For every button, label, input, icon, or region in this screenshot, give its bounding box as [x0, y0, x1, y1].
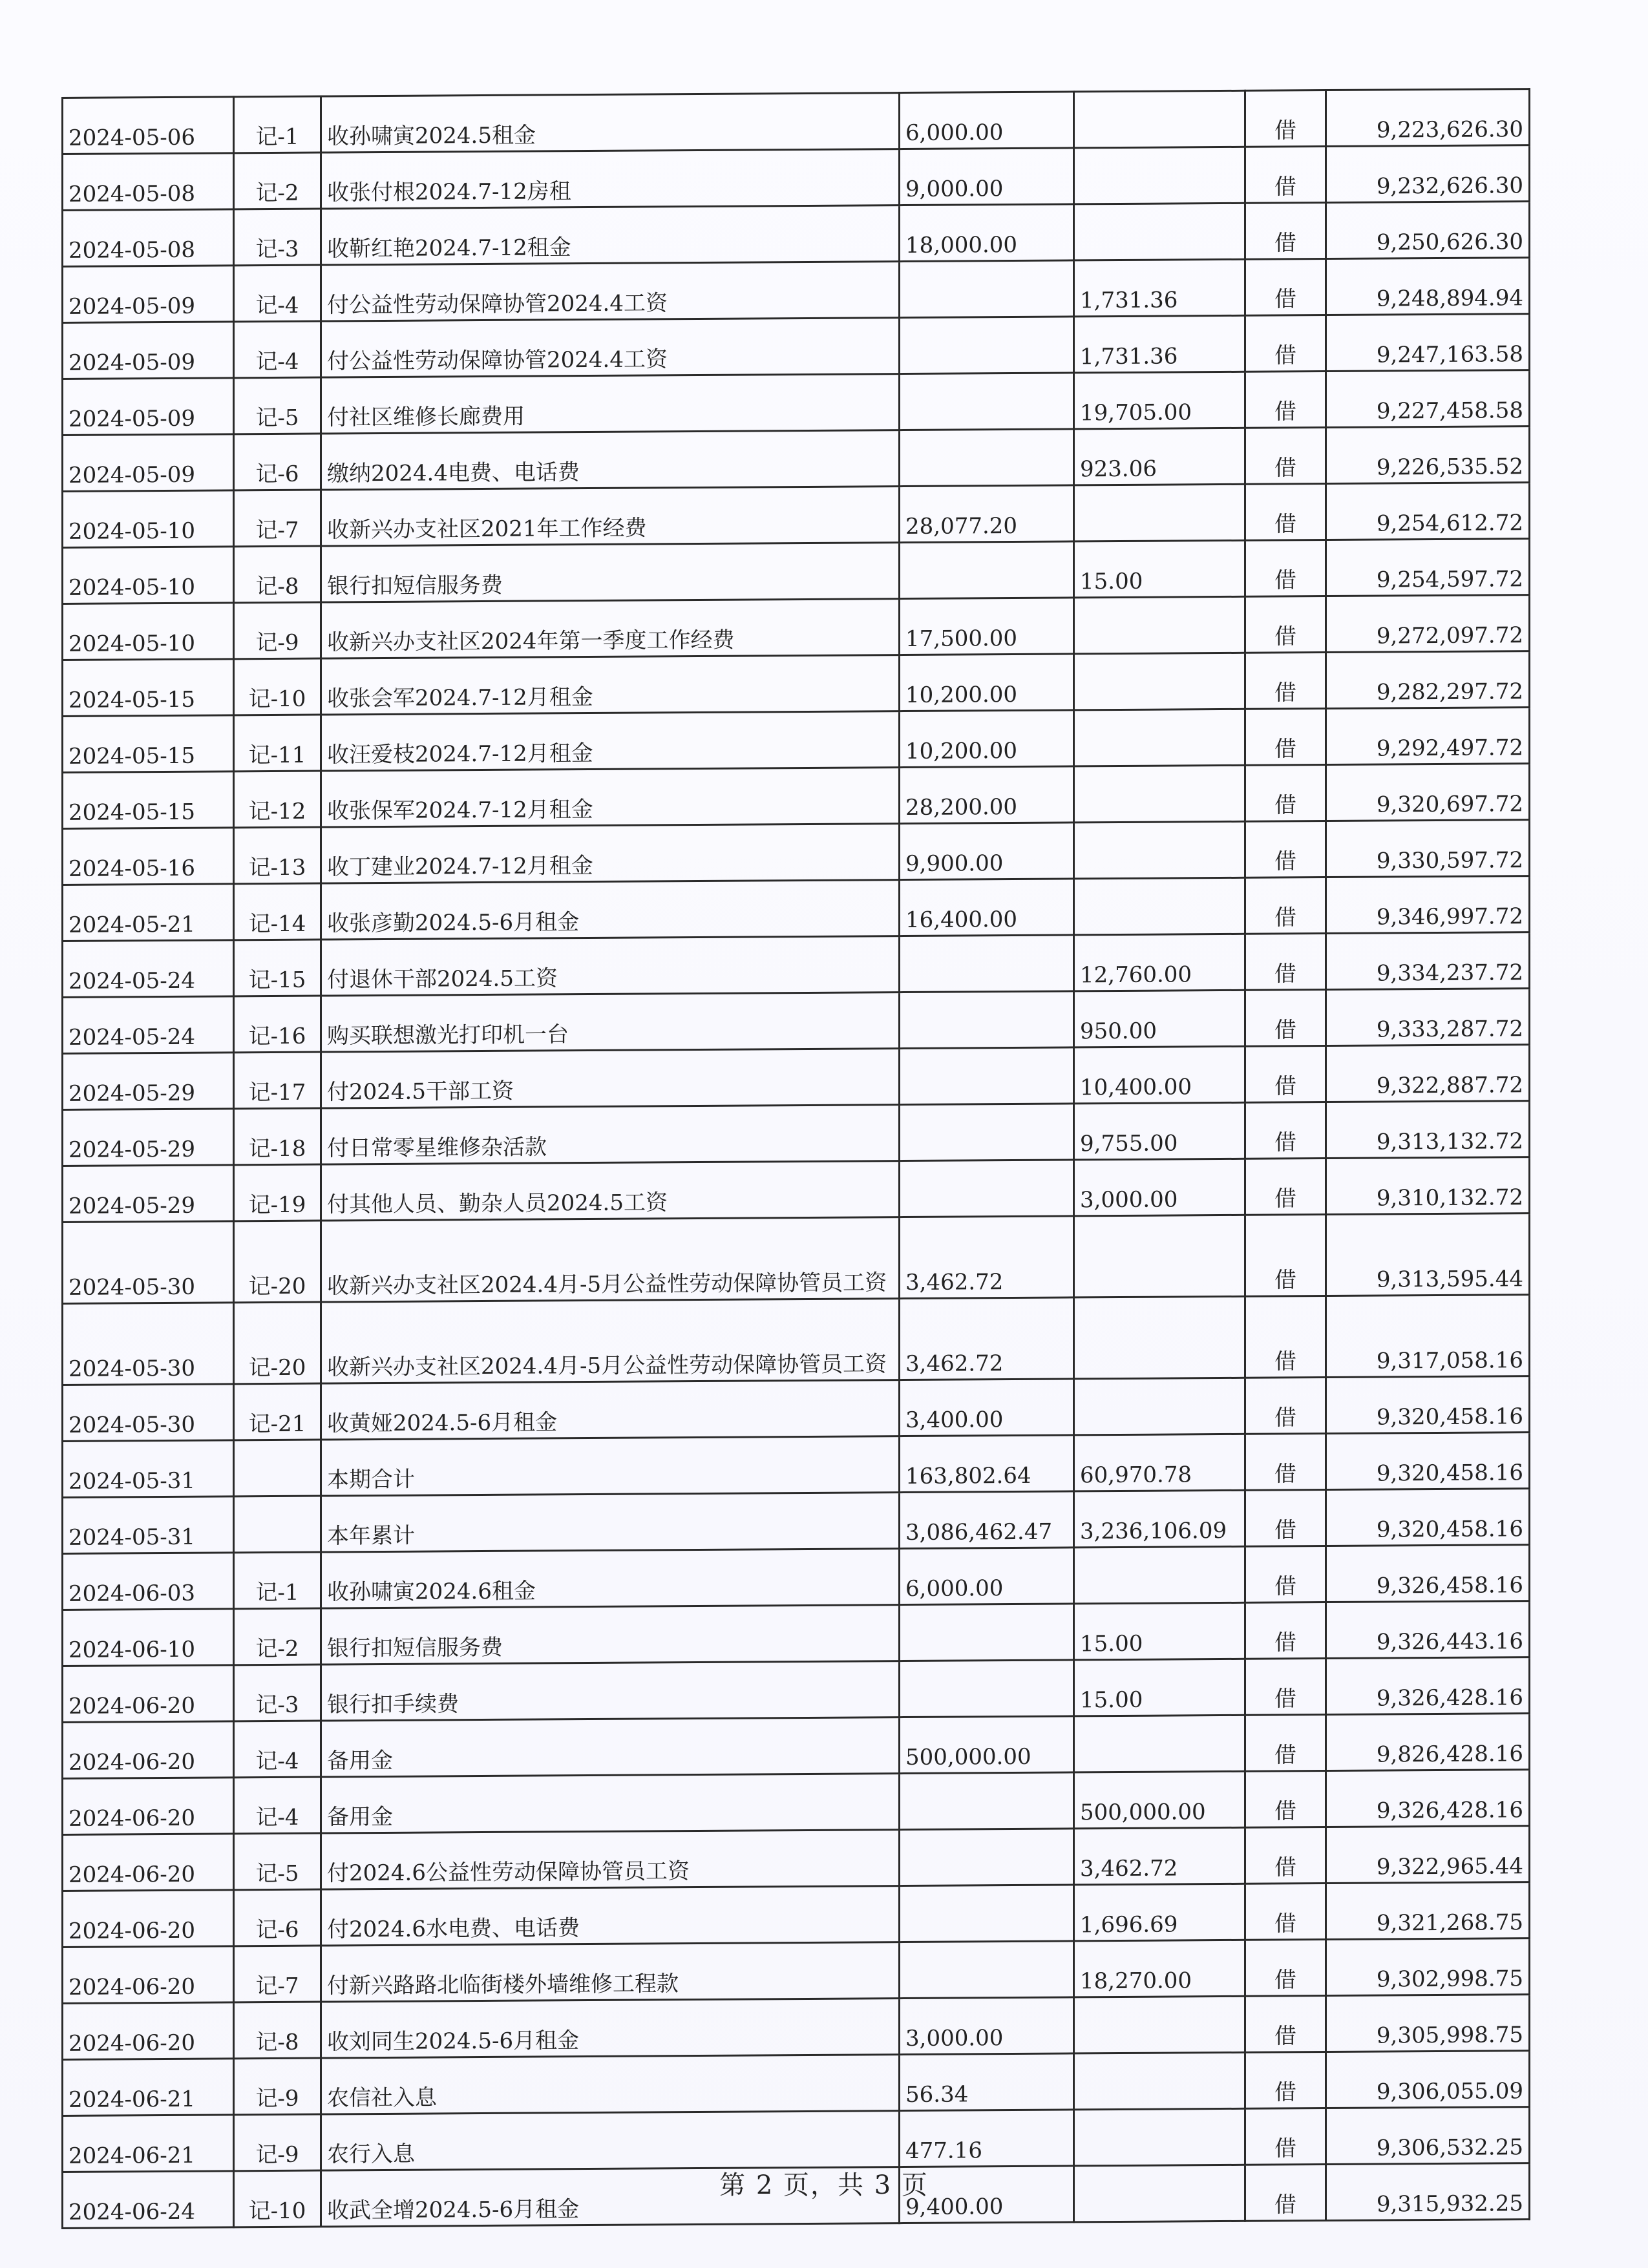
cell-date: 2024-05-16 [63, 828, 234, 885]
cell-voucher: 记-13 [234, 827, 321, 884]
cell-debit [900, 1660, 1074, 1717]
cell-direction: 借 [1245, 428, 1326, 485]
cell-debit: 500,000.00 [900, 1716, 1074, 1774]
cell-direction: 借 [1245, 540, 1326, 597]
cell-direction: 借 [1245, 2165, 1326, 2221]
cell-balance: 9,306,532.25 [1326, 2107, 1530, 2165]
cell-debit [900, 1829, 1074, 1886]
cell-credit [1074, 765, 1245, 823]
cell-description: 银行扣手续费 [321, 1661, 900, 1721]
ledger-row [63, 1045, 1530, 1110]
cell-voucher: 记-9 [234, 2058, 321, 2115]
cell-credit [1074, 709, 1245, 766]
cell-debit: 56.34 [900, 2053, 1074, 2111]
cell-voucher: 记-5 [234, 377, 321, 434]
cell-credit: 3,462.72 [1074, 1827, 1245, 1885]
cell-description: 付2024.6公益性劳动保障协管员工资 [321, 1830, 900, 1889]
cell-description: 收刘同生2024.5-6月租金 [321, 1999, 900, 2058]
cell-credit [1074, 1378, 1245, 1435]
cell-credit: 15.00 [1074, 540, 1245, 598]
cell-description: 收张付根2024.7-12房租 [321, 149, 900, 209]
cell-credit [1074, 203, 1245, 260]
cell-debit: 3,462.72 [900, 1216, 1074, 1299]
cell-balance: 9,330,597.72 [1326, 820, 1530, 877]
cell-date: 2024-06-20 [63, 1834, 234, 1891]
cell-credit [1074, 2108, 1245, 2166]
ledger-row [63, 2051, 1530, 2116]
cell-credit: 3,236,106.09 [1074, 1490, 1245, 1548]
cell-date: 2024-05-10 [63, 603, 234, 660]
cell-voucher: 记-11 [234, 715, 321, 772]
cell-balance: 9,333,287.72 [1326, 989, 1530, 1046]
cell-date: 2024-05-09 [63, 434, 234, 492]
cell-debit: 3,400.00 [900, 1379, 1074, 1436]
cell-direction: 借 [1245, 1490, 1326, 1547]
cell-direction: 借 [1245, 315, 1326, 372]
cell-credit: 3,000.00 [1074, 1159, 1245, 1216]
cell-balance: 9,302,998.75 [1326, 1938, 1530, 1996]
cell-debit: 28,200.00 [900, 766, 1074, 824]
cell-direction: 借 [1245, 934, 1326, 991]
cell-date: 2024-06-20 [63, 1721, 234, 1779]
cell-debit: 10,200.00 [900, 710, 1074, 768]
cell-credit [1074, 484, 1245, 541]
cell-debit [900, 935, 1074, 992]
cell-debit [900, 1160, 1074, 1217]
cell-debit [900, 1941, 1074, 1999]
cell-date: 2024-05-08 [63, 153, 234, 211]
cell-date: 2024-05-24 [63, 996, 234, 1054]
cell-description: 缴纳2024.4电费、电话费 [321, 430, 900, 490]
cell-direction: 借 [1245, 372, 1326, 428]
cell-debit: 163,802.64 [900, 1435, 1074, 1493]
cell-direction: 借 [1245, 2108, 1326, 2165]
cell-description: 收张彦勤2024.5-6月租金 [321, 880, 900, 940]
cell-date: 2024-06-20 [63, 2002, 234, 2060]
ledger-row [63, 1295, 1530, 1385]
cell-balance: 9,305,998.75 [1326, 1995, 1530, 2052]
page-number: 第 2 页，共 3 页 [719, 2170, 929, 2200]
cell-credit [1074, 1715, 1245, 1772]
cell-voucher: 记-2 [234, 152, 321, 209]
cell-date: 2024-05-10 [63, 547, 234, 604]
cell-credit: 923.06 [1074, 428, 1245, 485]
cell-voucher: 记-8 [234, 2002, 321, 2059]
cell-credit: 60,970.78 [1074, 1434, 1245, 1491]
cell-balance: 9,254,612.72 [1326, 483, 1530, 540]
cell-description: 付公益性劳动保障协管2024.4工资 [321, 318, 900, 377]
cell-credit [1074, 1215, 1245, 1297]
cell-description: 收张保军2024.7-12月租金 [321, 768, 900, 827]
cell-description: 付其他人员、勤杂人员2024.5工资 [321, 1161, 900, 1221]
cell-date: 2024-05-30 [63, 1221, 234, 1304]
cell-description: 付新兴路路北临街楼外墙维修工程款 [321, 1942, 900, 2002]
cell-direction: 借 [1245, 596, 1326, 653]
ledger-row [63, 1489, 1530, 1554]
cell-direction: 借 [1245, 1940, 1326, 1997]
cell-date: 2024-05-21 [63, 884, 234, 941]
cell-direction: 借 [1245, 1102, 1326, 1159]
cell-balance: 9,321,268.75 [1326, 1882, 1530, 1940]
cell-description: 本年累计 [321, 1493, 900, 1552]
cell-debit [900, 373, 1074, 430]
cell-voucher: 记-20 [234, 1221, 321, 1303]
cell-date: 2024-05-31 [63, 1496, 234, 1554]
ledger-row [63, 539, 1530, 604]
cell-date: 2024-06-21 [63, 2059, 234, 2116]
cell-voucher: 记-4 [234, 321, 321, 378]
cell-debit: 28,077.20 [900, 485, 1074, 543]
cell-date: 2024-05-29 [63, 1053, 234, 1110]
cell-description: 付日常零星维修杂活款 [321, 1105, 900, 1164]
cell-debit: 477.16 [900, 2110, 1074, 2167]
cell-voucher: 记-3 [234, 209, 321, 266]
cell-direction: 借 [1245, 90, 1326, 147]
cell-credit [1074, 596, 1245, 654]
cell-direction: 借 [1245, 765, 1326, 822]
cell-debit: 17,500.00 [900, 598, 1074, 655]
cell-date: 2024-06-20 [63, 1890, 234, 1948]
cell-direction: 借 [1245, 1602, 1326, 1659]
cell-description: 收汪爱枝2024.7-12月租金 [321, 711, 900, 771]
cell-debit [900, 1047, 1074, 1105]
cell-direction: 借 [1245, 1046, 1326, 1103]
cell-date: 2024-05-31 [63, 1440, 234, 1498]
cell-date: 2024-05-30 [63, 1303, 234, 1385]
ledger-row [63, 89, 1530, 154]
cell-date: 2024-05-09 [63, 322, 234, 379]
cell-credit: 500,000.00 [1074, 1771, 1245, 1829]
cell-voucher [234, 1496, 321, 1553]
cell-description: 收孙啸寅2024.5租金 [321, 93, 900, 152]
cell-credit: 1,731.36 [1074, 259, 1245, 317]
cell-debit: 3,462.72 [900, 1297, 1074, 1380]
cell-description: 付社区维修长廊费用 [321, 374, 900, 434]
cell-credit [1074, 1996, 1245, 2053]
ledger-row [63, 1545, 1530, 1610]
cell-description: 银行扣短信服务费 [321, 1605, 900, 1664]
cell-voucher: 记-12 [234, 771, 321, 828]
cell-direction: 借 [1245, 1378, 1326, 1434]
ledger-row [63, 1433, 1530, 1498]
cell-date: 2024-05-09 [63, 378, 234, 436]
cell-debit: 6,000.00 [900, 1548, 1074, 1605]
cell-direction: 借 [1245, 990, 1326, 1047]
cell-direction: 借 [1245, 821, 1326, 878]
cell-balance: 9,322,887.72 [1326, 1045, 1530, 1102]
ledger-row [63, 145, 1530, 211]
cell-balance: 9,227,458.58 [1326, 370, 1530, 428]
cell-balance: 9,326,428.16 [1326, 1657, 1530, 1715]
cell-description: 本期合计 [321, 1436, 900, 1496]
cell-credit: 9,755.00 [1074, 1102, 1245, 1160]
cell-credit [1074, 653, 1245, 710]
cell-date: 2024-05-15 [63, 772, 234, 829]
cell-balance: 9,306,055.09 [1326, 2051, 1530, 2108]
cell-voucher: 记-8 [234, 546, 321, 603]
cell-voucher: 记-18 [234, 1108, 321, 1165]
cell-debit: 3,000.00 [900, 1997, 1074, 2055]
cell-description: 备用金 [321, 1774, 900, 1833]
cell-balance: 9,254,597.72 [1326, 539, 1530, 596]
cell-credit: 19,705.00 [1074, 372, 1245, 429]
cell-balance: 9,226,535.52 [1326, 426, 1530, 484]
cell-direction: 借 [1245, 484, 1326, 541]
ledger-row [63, 876, 1530, 941]
cell-direction: 借 [1245, 1434, 1326, 1491]
cell-date: 2024-06-20 [63, 1778, 234, 1835]
cell-description: 收新兴办支社区2024年第一季度工作经费 [321, 599, 900, 658]
cell-direction: 借 [1245, 877, 1326, 934]
ledger-row [63, 595, 1530, 660]
cell-balance: 9,320,458.16 [1326, 1489, 1530, 1546]
cell-voucher: 记-14 [234, 883, 321, 940]
cell-voucher: 记-3 [234, 1664, 321, 1721]
cell-description: 付公益性劳动保障协管2024.4工资 [321, 262, 900, 321]
ledger-row [63, 1882, 1530, 1948]
ledger-row [63, 1714, 1530, 1779]
cell-balance: 9,250,626.30 [1326, 202, 1530, 259]
ledger-row [63, 1157, 1530, 1223]
ledger-body [63, 89, 1530, 2229]
cell-voucher: 记-20 [234, 1302, 321, 1384]
cell-credit: 1,731.36 [1074, 315, 1245, 373]
ledger-row [63, 426, 1530, 492]
cell-credit: 10,400.00 [1074, 1046, 1245, 1104]
cell-voucher: 记-16 [234, 996, 321, 1053]
cell-debit [900, 317, 1074, 374]
cell-debit [900, 1104, 1074, 1161]
cell-debit [900, 1604, 1074, 1661]
cell-description: 收新兴办支社区2021年工作经费 [321, 487, 900, 546]
ledger-row [63, 708, 1530, 773]
cell-date: 2024-05-09 [63, 266, 234, 323]
cell-debit: 18,000.00 [900, 204, 1074, 262]
cell-balance: 9,322,965.44 [1326, 1826, 1530, 1884]
cell-voucher: 记-9 [234, 2114, 321, 2171]
cell-balance: 9,282,297.72 [1326, 651, 1530, 709]
cell-credit [1074, 877, 1245, 935]
ledger-row [63, 820, 1530, 885]
cell-description: 农行入息 [321, 2111, 900, 2170]
cell-balance: 9,326,443.16 [1326, 1601, 1530, 1659]
cell-voucher: 记-19 [234, 1164, 321, 1221]
cell-credit: 950.00 [1074, 990, 1245, 1047]
cell-balance: 9,248,894.94 [1326, 258, 1530, 315]
cell-description: 收孙啸寅2024.6租金 [321, 1549, 900, 1608]
cell-direction: 借 [1245, 203, 1326, 260]
cell-voucher: 记-15 [234, 940, 321, 996]
cell-direction: 借 [1245, 1884, 1326, 1940]
cell-voucher: 记-4 [234, 1721, 321, 1778]
cell-date: 2024-05-30 [63, 1384, 234, 1442]
ledger-row [63, 1826, 1530, 1891]
cell-date: 2024-06-21 [63, 2115, 234, 2172]
cell-debit: 16,400.00 [900, 879, 1074, 936]
cell-debit [900, 541, 1074, 599]
cell-debit: 10,200.00 [900, 654, 1074, 711]
ledger-row [63, 258, 1530, 323]
cell-balance: 9,272,097.72 [1326, 595, 1530, 653]
cell-description: 收新兴办支社区2024.4月-5月公益性劳动保障协管员工资 [321, 1299, 900, 1383]
cell-balance: 9,334,237.72 [1326, 932, 1530, 990]
cell-description: 银行扣短信服务费 [321, 543, 900, 602]
cell-credit [1074, 2052, 1245, 2110]
cell-description: 收武全增2024.5-6月租金 [321, 2167, 900, 2227]
cell-date: 2024-06-24 [63, 2171, 234, 2229]
cell-balance: 9,346,997.72 [1326, 876, 1530, 934]
cell-balance: 9,326,428.16 [1326, 1770, 1530, 1827]
cell-description: 收黄娅2024.5-6月租金 [321, 1380, 900, 1440]
cell-description: 收靳红艳2024.7-12租金 [321, 205, 900, 265]
cell-balance: 9,232,626.30 [1326, 145, 1530, 203]
cell-voucher: 记-6 [234, 1889, 321, 1946]
cell-credit [1074, 821, 1245, 879]
cell-balance: 9,320,458.16 [1326, 1376, 1530, 1434]
cell-direction: 借 [1245, 1827, 1326, 1884]
cell-date: 2024-06-20 [63, 1665, 234, 1723]
cell-balance: 9,292,497.72 [1326, 708, 1530, 765]
cell-voucher: 记-1 [234, 96, 321, 153]
cell-direction: 借 [1245, 147, 1326, 204]
cell-direction: 借 [1245, 653, 1326, 709]
ledger-row [63, 1101, 1530, 1166]
cell-description: 收新兴办支社区2024.4月-5月公益性劳动保障协管员工资 [321, 1217, 900, 1302]
cell-balance: 9,320,697.72 [1326, 764, 1530, 821]
cell-balance: 9,317,058.16 [1326, 1295, 1530, 1378]
cell-voucher: 记-5 [234, 1833, 321, 1890]
cell-debit [900, 1885, 1074, 1942]
cell-voucher: 记-6 [234, 434, 321, 490]
cell-direction: 借 [1245, 1215, 1326, 1297]
cell-date: 2024-06-03 [63, 1553, 234, 1610]
cell-debit [900, 429, 1074, 487]
cell-debit [900, 1772, 1074, 1830]
cell-voucher: 记-1 [234, 1552, 321, 1609]
cell-direction: 借 [1245, 2052, 1326, 2109]
cell-direction: 借 [1245, 259, 1326, 316]
cell-credit: 15.00 [1074, 1659, 1245, 1716]
cell-voucher: 记-10 [234, 658, 321, 715]
cell-voucher: 记-10 [234, 2170, 321, 2227]
cell-credit: 15.00 [1074, 1602, 1245, 1660]
ledger-table [61, 88, 1530, 2229]
cell-date: 2024-05-08 [63, 209, 234, 267]
cell-description: 付退休干部2024.5工资 [321, 936, 900, 996]
cell-credit [1074, 1546, 1245, 1604]
cell-description: 收张会军2024.7-12月租金 [321, 655, 900, 715]
cell-voucher: 记-17 [234, 1052, 321, 1109]
ledger-row [63, 1938, 1530, 2004]
cell-balance: 9,826,428.16 [1326, 1714, 1530, 1771]
cell-description: 收丁建业2024.7-12月租金 [321, 824, 900, 883]
ledger-row [63, 651, 1530, 717]
ledger-row [63, 1657, 1530, 1723]
cell-credit: 12,760.00 [1074, 934, 1245, 991]
ledger-row [63, 483, 1530, 548]
cell-credit: 1,696.69 [1074, 1884, 1245, 1941]
cell-date: 2024-05-10 [63, 490, 234, 548]
cell-balance: 9,310,132.72 [1326, 1157, 1530, 1215]
cell-debit: 9,000.00 [900, 148, 1074, 205]
cell-date: 2024-05-29 [63, 1165, 234, 1223]
cell-date: 2024-05-24 [63, 940, 234, 998]
ledger-row [63, 1995, 1530, 2060]
cell-description: 购买联想激光打印机一台 [321, 992, 900, 1052]
ledger-row [63, 932, 1530, 998]
cell-balance: 9,223,626.30 [1326, 89, 1530, 147]
ledger-row [63, 1213, 1530, 1304]
cell-balance: 9,247,163.58 [1326, 314, 1530, 372]
cell-debit: 9,400.00 [900, 2166, 1074, 2223]
cell-direction: 借 [1245, 709, 1326, 766]
cell-voucher: 记-7 [234, 1946, 321, 2002]
cell-credit [1074, 1296, 1245, 1379]
cell-voucher: 记-21 [234, 1383, 321, 1440]
cell-voucher [234, 1440, 321, 1496]
ledger-row [63, 314, 1530, 379]
cell-direction: 借 [1245, 1546, 1326, 1603]
ledger-row [63, 764, 1530, 829]
cell-date: 2024-06-10 [63, 1609, 234, 1666]
cell-debit [900, 260, 1074, 318]
ledger-row [63, 1770, 1530, 1835]
cell-description: 付2024.6水电费、电话费 [321, 1886, 900, 1946]
cell-balance: 9,313,595.44 [1326, 1213, 1530, 1296]
cell-date: 2024-05-15 [63, 659, 234, 717]
cell-description: 农信社入息 [321, 2055, 900, 2114]
cell-credit [1074, 147, 1245, 204]
cell-balance: 9,326,458.16 [1326, 1545, 1530, 1602]
cell-balance: 9,320,458.16 [1326, 1433, 1530, 1490]
ledger-row [63, 1601, 1530, 1666]
cell-direction: 借 [1245, 1159, 1326, 1215]
ledger-row [63, 202, 1530, 267]
cell-debit: 3,086,462.47 [900, 1491, 1074, 1549]
cell-direction: 借 [1245, 1771, 1326, 1828]
cell-voucher: 记-7 [234, 490, 321, 547]
cell-credit: 18,270.00 [1074, 1940, 1245, 1997]
ledger-row [63, 989, 1530, 1054]
ledger-row [63, 370, 1530, 436]
cell-date: 2024-06-20 [63, 1946, 234, 2004]
cell-direction: 借 [1245, 1996, 1326, 2053]
cell-date: 2024-05-29 [63, 1109, 234, 1166]
ledger-row [63, 1376, 1530, 1442]
cell-debit: 6,000.00 [900, 92, 1074, 149]
cell-date: 2024-05-06 [63, 97, 234, 154]
cell-direction: 借 [1245, 1659, 1326, 1716]
cell-voucher: 记-2 [234, 1608, 321, 1665]
cell-voucher: 记-9 [234, 602, 321, 659]
cell-date: 2024-05-15 [63, 715, 234, 773]
cell-direction: 借 [1245, 1715, 1326, 1772]
cell-description: 备用金 [321, 1717, 900, 1777]
cell-description: 付2024.5干部工资 [321, 1049, 900, 1108]
cell-debit: 9,900.00 [900, 823, 1074, 880]
cell-voucher: 记-4 [234, 1777, 321, 1834]
cell-balance: 9,315,932.25 [1326, 2163, 1530, 2221]
ledger-container [61, 97, 1528, 2229]
cell-direction: 借 [1245, 1296, 1326, 1378]
cell-voucher: 记-4 [234, 265, 321, 322]
cell-debit [900, 991, 1074, 1049]
ledger-row [63, 2107, 1530, 2172]
cell-credit [1074, 90, 1245, 148]
cell-balance: 9,313,132.72 [1326, 1101, 1530, 1159]
